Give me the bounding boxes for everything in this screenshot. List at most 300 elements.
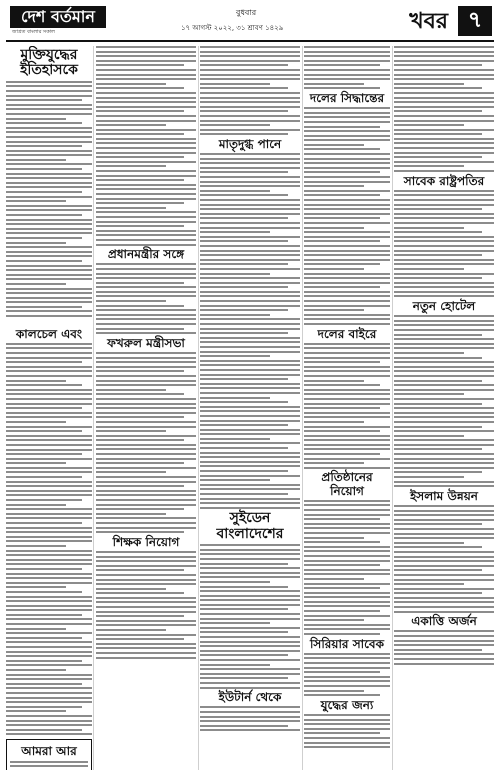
text-line: [6, 421, 66, 423]
text-line: [394, 142, 494, 144]
text-line: [394, 55, 494, 57]
text-line: [200, 176, 300, 178]
text-line: [6, 228, 92, 230]
column-2: [96, 46, 196, 770]
text-line: [6, 499, 82, 501]
text-line: [304, 732, 380, 734]
text-line: [200, 650, 300, 652]
text-line: [304, 46, 390, 48]
text-line: [304, 318, 390, 320]
text-line: [96, 398, 196, 400]
text-line: [304, 273, 390, 275]
text-line: [200, 452, 300, 454]
text-line: [200, 309, 288, 311]
text-line: [6, 531, 92, 533]
text-line: [200, 479, 270, 481]
text-line: [96, 60, 196, 62]
text-line: [200, 613, 300, 615]
text-line: [304, 300, 390, 302]
text-line: [304, 416, 390, 418]
text-line: [304, 352, 390, 354]
text-line: [304, 619, 364, 621]
article-headline[interactable]: মাতৃদুগ্ধ পানে: [218, 136, 282, 151]
text-line: [96, 152, 196, 154]
text-line: [394, 658, 494, 660]
text-line: [200, 115, 300, 117]
text-line: [96, 101, 196, 103]
text-line: [6, 600, 92, 602]
text-line: [200, 456, 300, 458]
text-line: [96, 569, 184, 571]
text-line: [200, 659, 300, 661]
text-line: [304, 375, 390, 377]
text-line: [200, 341, 300, 343]
text-line: [304, 171, 380, 173]
text-line: [200, 328, 300, 330]
text-line: [6, 545, 66, 547]
text-line: [6, 301, 92, 303]
text-line: [304, 245, 390, 247]
text-line: [304, 250, 390, 252]
text-line: [200, 263, 288, 265]
text-line: [6, 398, 92, 400]
text-line: [304, 199, 390, 201]
text-line: [96, 120, 196, 122]
text-line: [96, 234, 196, 236]
text-line: [304, 185, 364, 187]
text-line: [394, 74, 494, 76]
text-line: [96, 638, 184, 640]
column-5: [394, 46, 494, 770]
text-line: [304, 671, 380, 673]
text-line: [6, 577, 92, 579]
text-line: [304, 74, 390, 76]
text-line: [304, 573, 390, 575]
text-line: [304, 462, 364, 464]
text-line: [200, 493, 288, 495]
text-line: [304, 384, 380, 386]
column-divider: [392, 46, 393, 770]
article-box: [6, 739, 92, 770]
text-line: [6, 237, 82, 239]
text-line: [6, 347, 92, 349]
text-line: [304, 458, 390, 460]
text-line: [200, 64, 288, 66]
text-line: [96, 634, 196, 636]
text-line: [304, 541, 380, 543]
text-line: [394, 505, 494, 507]
text-line: [6, 623, 92, 625]
text-line: [6, 265, 92, 267]
text-line: [394, 120, 494, 122]
text-line: [200, 507, 300, 509]
newspaper-logo: দেশ বর্তমান: [10, 6, 106, 28]
article-body: [200, 706, 300, 731]
article-headline[interactable]: সুইডেন বাংলাদেশের: [216, 510, 284, 542]
text-line: [394, 295, 494, 297]
text-line: [304, 615, 390, 617]
text-line: [96, 314, 196, 316]
text-line: [394, 170, 494, 172]
text-line: [304, 633, 380, 635]
text-line: [200, 55, 300, 57]
text-line: [6, 729, 82, 731]
text-line: [6, 416, 92, 418]
text-line: [394, 133, 482, 135]
article-body: [304, 653, 390, 696]
text-line: [96, 430, 166, 432]
text-line: [304, 680, 390, 682]
text-line: [6, 494, 92, 496]
text-line: [200, 153, 300, 155]
text-line: [6, 186, 92, 188]
text-line: [6, 251, 92, 253]
text-line: [304, 667, 390, 669]
text-line: [304, 222, 390, 224]
text-line: [394, 236, 494, 238]
text-line: [96, 560, 196, 562]
text-line: [394, 245, 494, 247]
text-line: [96, 309, 196, 311]
text-line: [6, 476, 82, 478]
text-line: [394, 393, 464, 395]
text-line: [394, 124, 464, 126]
text-line: [6, 104, 92, 106]
text-line: [6, 536, 92, 538]
text-line: [394, 462, 494, 464]
text-line: [200, 273, 270, 275]
text-line: [6, 150, 92, 152]
article-body: [304, 107, 390, 325]
article-headline[interactable]: শিক্ষক নিয়োগ: [112, 534, 180, 549]
text-line: [200, 171, 288, 173]
text-line: [96, 352, 196, 354]
text-line: [6, 701, 92, 703]
text-line: [96, 629, 166, 631]
text-line: [6, 527, 92, 529]
text-line: [304, 453, 380, 455]
text-line: [6, 242, 66, 244]
text-line: [96, 588, 166, 590]
article-headline[interactable]: নতুন হোটেল: [412, 299, 476, 314]
article-headline[interactable]: দলের সিদ্ধান্তের: [309, 90, 385, 105]
article-body: [96, 352, 196, 533]
text-line: [394, 60, 494, 62]
text-line: [200, 711, 300, 713]
page-number: ৭: [458, 6, 492, 36]
text-line: [96, 551, 196, 553]
text-line: [304, 532, 390, 534]
text-line: [394, 592, 482, 594]
text-line: [6, 435, 92, 437]
text-line: [6, 131, 92, 133]
text-line: [200, 199, 300, 201]
text-line: [394, 115, 494, 117]
text-line: [200, 337, 300, 339]
text-line: [10, 761, 88, 763]
article-headline[interactable]: ইউটার্ন থেকে: [218, 690, 282, 705]
article-headline[interactable]: দলের বাইরে: [317, 326, 377, 341]
text-line: [394, 347, 494, 349]
text-line: [200, 470, 288, 472]
article-headline[interactable]: প্রতিষ্ঠানের নিয়োগ: [321, 470, 373, 498]
text-line: [6, 127, 92, 129]
text-line: [6, 393, 92, 395]
text-line: [6, 646, 92, 648]
text-line: [304, 569, 390, 571]
text-line: [394, 282, 494, 284]
text-line: [6, 467, 92, 469]
article-headline[interactable]: মুক্তিযুদ্ধের ইতিহাসকে: [20, 47, 78, 79]
text-line: [200, 277, 300, 279]
text-line: [394, 601, 494, 603]
text-line: [96, 403, 196, 405]
article-body: [304, 46, 390, 89]
text-line: [6, 274, 92, 276]
text-line: [96, 471, 166, 473]
article-headline[interactable]: একাত্তি অর্জন: [411, 614, 477, 629]
text-line: [394, 291, 494, 293]
text-line: [6, 196, 92, 198]
article-headline[interactable]: সাবেক রাষ্ট্রপতির: [403, 173, 485, 188]
text-line: [304, 295, 390, 297]
text-line: [96, 508, 184, 510]
article-headline[interactable]: ফখরুল মন্ত্রীসভা: [107, 335, 185, 350]
text-line: [200, 677, 288, 679]
text-line: [304, 60, 390, 62]
text-line: [200, 110, 288, 112]
text-line: [96, 522, 196, 524]
text-line: [96, 361, 196, 363]
text-line: [96, 513, 166, 515]
text-line: [304, 467, 390, 469]
text-line: [304, 560, 390, 562]
text-line: [200, 97, 300, 99]
text-line: [200, 461, 300, 463]
text-line: [394, 259, 494, 261]
text-line: [200, 120, 300, 122]
masthead: [6, 4, 494, 38]
text-line: [200, 213, 300, 215]
text-line: [96, 165, 166, 167]
text-line: [394, 161, 494, 163]
text-line: [304, 714, 390, 716]
text-line: [6, 609, 92, 611]
text-line: [394, 421, 494, 423]
text-line: [394, 569, 482, 571]
text-line: [200, 291, 300, 293]
text-line: [304, 537, 364, 539]
text-line: [200, 355, 270, 357]
text-line: [6, 591, 82, 593]
text-line: [6, 449, 92, 451]
text-line: [6, 559, 92, 561]
text-line: [96, 51, 196, 53]
text-line: [96, 620, 196, 622]
article-headline[interactable]: কালচেল এবং: [15, 326, 83, 341]
text-line: [394, 277, 482, 279]
text-line: [96, 110, 184, 112]
text-line: [96, 527, 196, 529]
text-line: [6, 490, 92, 492]
text-line: [200, 374, 300, 376]
text-line: [200, 581, 270, 583]
text-line: [6, 522, 82, 524]
text-line: [96, 393, 184, 395]
text-line: [6, 683, 82, 685]
article-body: [394, 505, 494, 613]
text-line: [304, 148, 380, 150]
text-line: [200, 162, 300, 164]
text-line: [304, 208, 390, 210]
text-line: [200, 429, 300, 431]
column-1: [6, 46, 92, 770]
text-line: [96, 380, 196, 382]
article-headline[interactable]: যুদ্ধের জন্য: [320, 697, 374, 712]
text-line: [96, 332, 196, 334]
text-line: [304, 653, 390, 655]
text-line: [96, 230, 196, 232]
text-line: [6, 99, 82, 101]
text-line: [304, 694, 380, 696]
article-headline[interactable]: প্রধানমন্ত্রীর সঙ্গে: [107, 247, 185, 262]
text-line: [6, 352, 92, 354]
text-line: [394, 412, 494, 414]
text-line: [200, 92, 300, 94]
text-line: [394, 514, 494, 516]
text-line: [6, 426, 92, 428]
text-line: [6, 205, 92, 207]
text-line: [96, 490, 196, 492]
text-line: [304, 291, 390, 293]
article-headline[interactable]: আমরা আর: [21, 744, 77, 759]
text-line: [304, 51, 390, 53]
text-line: [304, 393, 390, 395]
text-line: [304, 153, 390, 155]
text-line: [96, 142, 196, 144]
text-line: [6, 232, 92, 234]
text-line: [96, 147, 196, 149]
text-line: [394, 254, 482, 256]
text-line: [394, 324, 494, 326]
text-line: [200, 664, 270, 666]
text-line: [6, 260, 82, 262]
text-line: [304, 723, 390, 725]
text-line: [304, 240, 380, 242]
text-line: [304, 314, 390, 316]
text-line: [394, 222, 494, 224]
text-line: [304, 254, 390, 256]
text-line: [304, 587, 380, 589]
text-line: [96, 384, 196, 386]
text-line: [6, 582, 92, 584]
text-line: [304, 357, 390, 359]
text-line: [6, 618, 92, 620]
text-line: [96, 615, 184, 617]
text-line: [304, 139, 390, 141]
text-line: [304, 323, 390, 325]
text-line: [6, 118, 66, 120]
text-line: [304, 504, 390, 506]
text-line: [6, 458, 92, 460]
text-line: [6, 223, 92, 225]
text-line: [96, 244, 196, 246]
text-line: [304, 277, 390, 279]
text-line: [96, 481, 196, 483]
text-line: [6, 715, 92, 717]
text-line: [394, 199, 494, 201]
text-line: [200, 185, 300, 187]
text-line: [200, 387, 300, 389]
text-line: [6, 678, 92, 680]
text-line: [394, 579, 494, 581]
text-line: [394, 83, 464, 85]
text-line: [200, 549, 300, 551]
text-line: [96, 263, 196, 265]
text-line: [6, 90, 92, 92]
text-line: [96, 647, 196, 649]
text-line: [6, 288, 92, 290]
text-line: [200, 346, 300, 348]
text-line: [6, 81, 92, 83]
text-line: [96, 291, 196, 293]
text-line: [6, 453, 82, 455]
text-line: [304, 546, 390, 548]
text-line: [304, 116, 390, 118]
text-line: [6, 366, 92, 368]
text-line: [6, 173, 92, 175]
text-line: [304, 403, 390, 405]
article-headline[interactable]: ইসলাম উন্নয়ন: [410, 488, 478, 503]
text-line: [394, 343, 494, 345]
text-line: [96, 531, 184, 533]
article-headline[interactable]: সিরিয়ার সাবেক: [309, 636, 385, 651]
text-line: [304, 370, 390, 372]
text-line: [96, 198, 196, 200]
text-line: [6, 357, 92, 359]
text-line: [200, 332, 288, 334]
text-line: [394, 152, 494, 154]
text-line: [304, 412, 390, 414]
article-body: [96, 551, 196, 659]
text-line: [200, 190, 270, 192]
text-line: [200, 46, 300, 48]
text-line: [304, 83, 364, 85]
text-line: [394, 87, 482, 89]
text-line: [6, 641, 92, 643]
text-line: [200, 314, 270, 316]
text-line: [6, 504, 66, 506]
text-line: [200, 364, 300, 366]
text-line: [96, 435, 196, 437]
article-body: [304, 343, 390, 469]
text-line: [6, 724, 92, 726]
text-line: [200, 217, 288, 219]
text-line: [200, 595, 300, 597]
text-line: [304, 728, 390, 730]
text-line: [6, 550, 92, 552]
text-line: [200, 286, 288, 288]
text-line: [394, 361, 494, 363]
text-line: [394, 156, 482, 158]
text-line: [304, 135, 390, 137]
column-divider: [198, 46, 199, 770]
text-line: [6, 669, 66, 671]
text-line: [6, 692, 92, 694]
text-line: [96, 69, 196, 71]
text-line: [394, 403, 482, 405]
text-line: [6, 182, 92, 184]
